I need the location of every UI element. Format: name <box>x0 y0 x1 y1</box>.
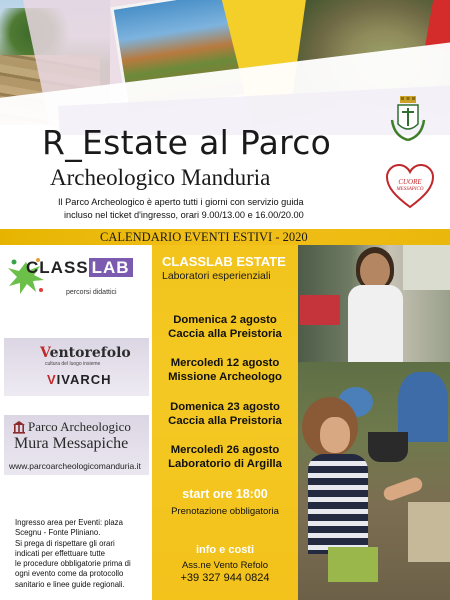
guide-photo <box>298 245 450 362</box>
ventorefolo-name: entorefolo <box>49 345 131 361</box>
ventorefolo-initial: V <box>40 345 50 361</box>
classlab-logo-part1: CLASS <box>26 258 89 277</box>
event-item <box>152 443 298 471</box>
photo-child-shorts <box>328 547 378 582</box>
event-item <box>152 356 298 384</box>
classlab-tagline: percorsi didattici <box>66 289 117 296</box>
guide-photo-shirt <box>348 285 403 362</box>
guide-photo-box <box>300 295 340 325</box>
heart-logo-label <box>389 178 431 194</box>
temple-icon <box>12 420 26 434</box>
start-time: start ore 18:00 <box>182 487 268 501</box>
contact-phone[interactable]: +39 327 944 0824 <box>180 572 270 584</box>
calendar-title: CALENDARIO EVENTI ESTIVI - 2020 <box>100 230 308 244</box>
photo-child-arm <box>382 476 424 503</box>
entry-info-line: Scegnu - Fonte Pliniano. <box>15 528 101 538</box>
event-date: Domenica 2 agosto <box>173 314 277 326</box>
children-workshop-photo <box>298 362 450 600</box>
classlab-logo <box>26 258 133 278</box>
municipal-crest-icon <box>388 96 428 144</box>
event-name: Missione Archeologo <box>168 371 282 383</box>
ventorefolo-tagline: cultura del luogo insieme <box>45 361 101 367</box>
intro-text <box>58 196 358 221</box>
page-title: R_Estate al Parco <box>42 123 332 162</box>
guide-photo-sky <box>403 245 450 290</box>
parco-website-link[interactable]: www.parcoarcheologicomanduria.it <box>9 461 141 471</box>
booking-note: Prenotazione obbligatoria <box>171 506 279 517</box>
event-date: Mercoledì 12 agosto <box>170 357 280 369</box>
contact-organization: Ass.ne Vento Refolo <box>181 560 269 571</box>
photo-tray <box>408 502 450 562</box>
event-name: Caccia alla Preistoria <box>168 328 282 340</box>
event-item <box>152 400 298 428</box>
event-date: Domenica 23 agosto <box>170 401 280 413</box>
photo-bucket <box>368 432 408 462</box>
intro-line: Il Parco Archeologico è aperto tutti i giorni con servizio guida <box>58 197 304 207</box>
parco-logo-line2: Mura Messapiche <box>14 435 129 452</box>
vivarch-initial: V <box>47 372 57 387</box>
event-date: Mercoledì 26 agosto <box>170 444 280 456</box>
heart-logo-label-line2: MESSAPICO <box>396 187 424 192</box>
program-subheading: Laboratori esperienziali <box>162 270 271 282</box>
entry-info-line: sanitario e linee guide regionali. <box>15 579 125 589</box>
vivarch-name: IVARCH <box>56 372 112 387</box>
entry-info-line: le procedure obbligatorie prima di <box>15 559 131 569</box>
photo-child-face <box>320 417 350 453</box>
guide-photo-face <box>360 253 390 289</box>
classlab-logo-part2: LAB <box>89 258 133 277</box>
event-name: Laboratorio di Argilla <box>168 458 282 470</box>
event-name: Caccia alla Preistoria <box>168 415 282 427</box>
photo-child-shirt <box>308 454 368 554</box>
vivarch-logo <box>47 372 112 387</box>
heart-logo-label-line1: CUORE <box>398 178 422 186</box>
intro-line: incluso nel ticket d'ingresso, orari 9.00/13.00 e 16.00/20.00 <box>64 209 304 220</box>
entry-info-line: ogni evento come da protocollo <box>15 569 124 579</box>
header-photo-collage <box>0 0 450 135</box>
program-heading: CLASSLAB ESTATE <box>162 254 286 269</box>
entry-info-line: Si prega di rispettare gli orari <box>15 538 115 548</box>
entry-info-line: indicati per effettuare tutte <box>15 548 106 558</box>
page-subtitle: Archeologico Manduria <box>50 165 271 190</box>
entry-info-line: Ingresso area per Eventi: plaza <box>15 518 123 527</box>
entry-info <box>15 518 150 590</box>
event-item <box>152 313 298 341</box>
info-heading: info e costi <box>195 544 255 556</box>
parco-logo-line1: Parco Archeologico <box>28 419 131 434</box>
ventorefolo-logo <box>40 345 131 361</box>
